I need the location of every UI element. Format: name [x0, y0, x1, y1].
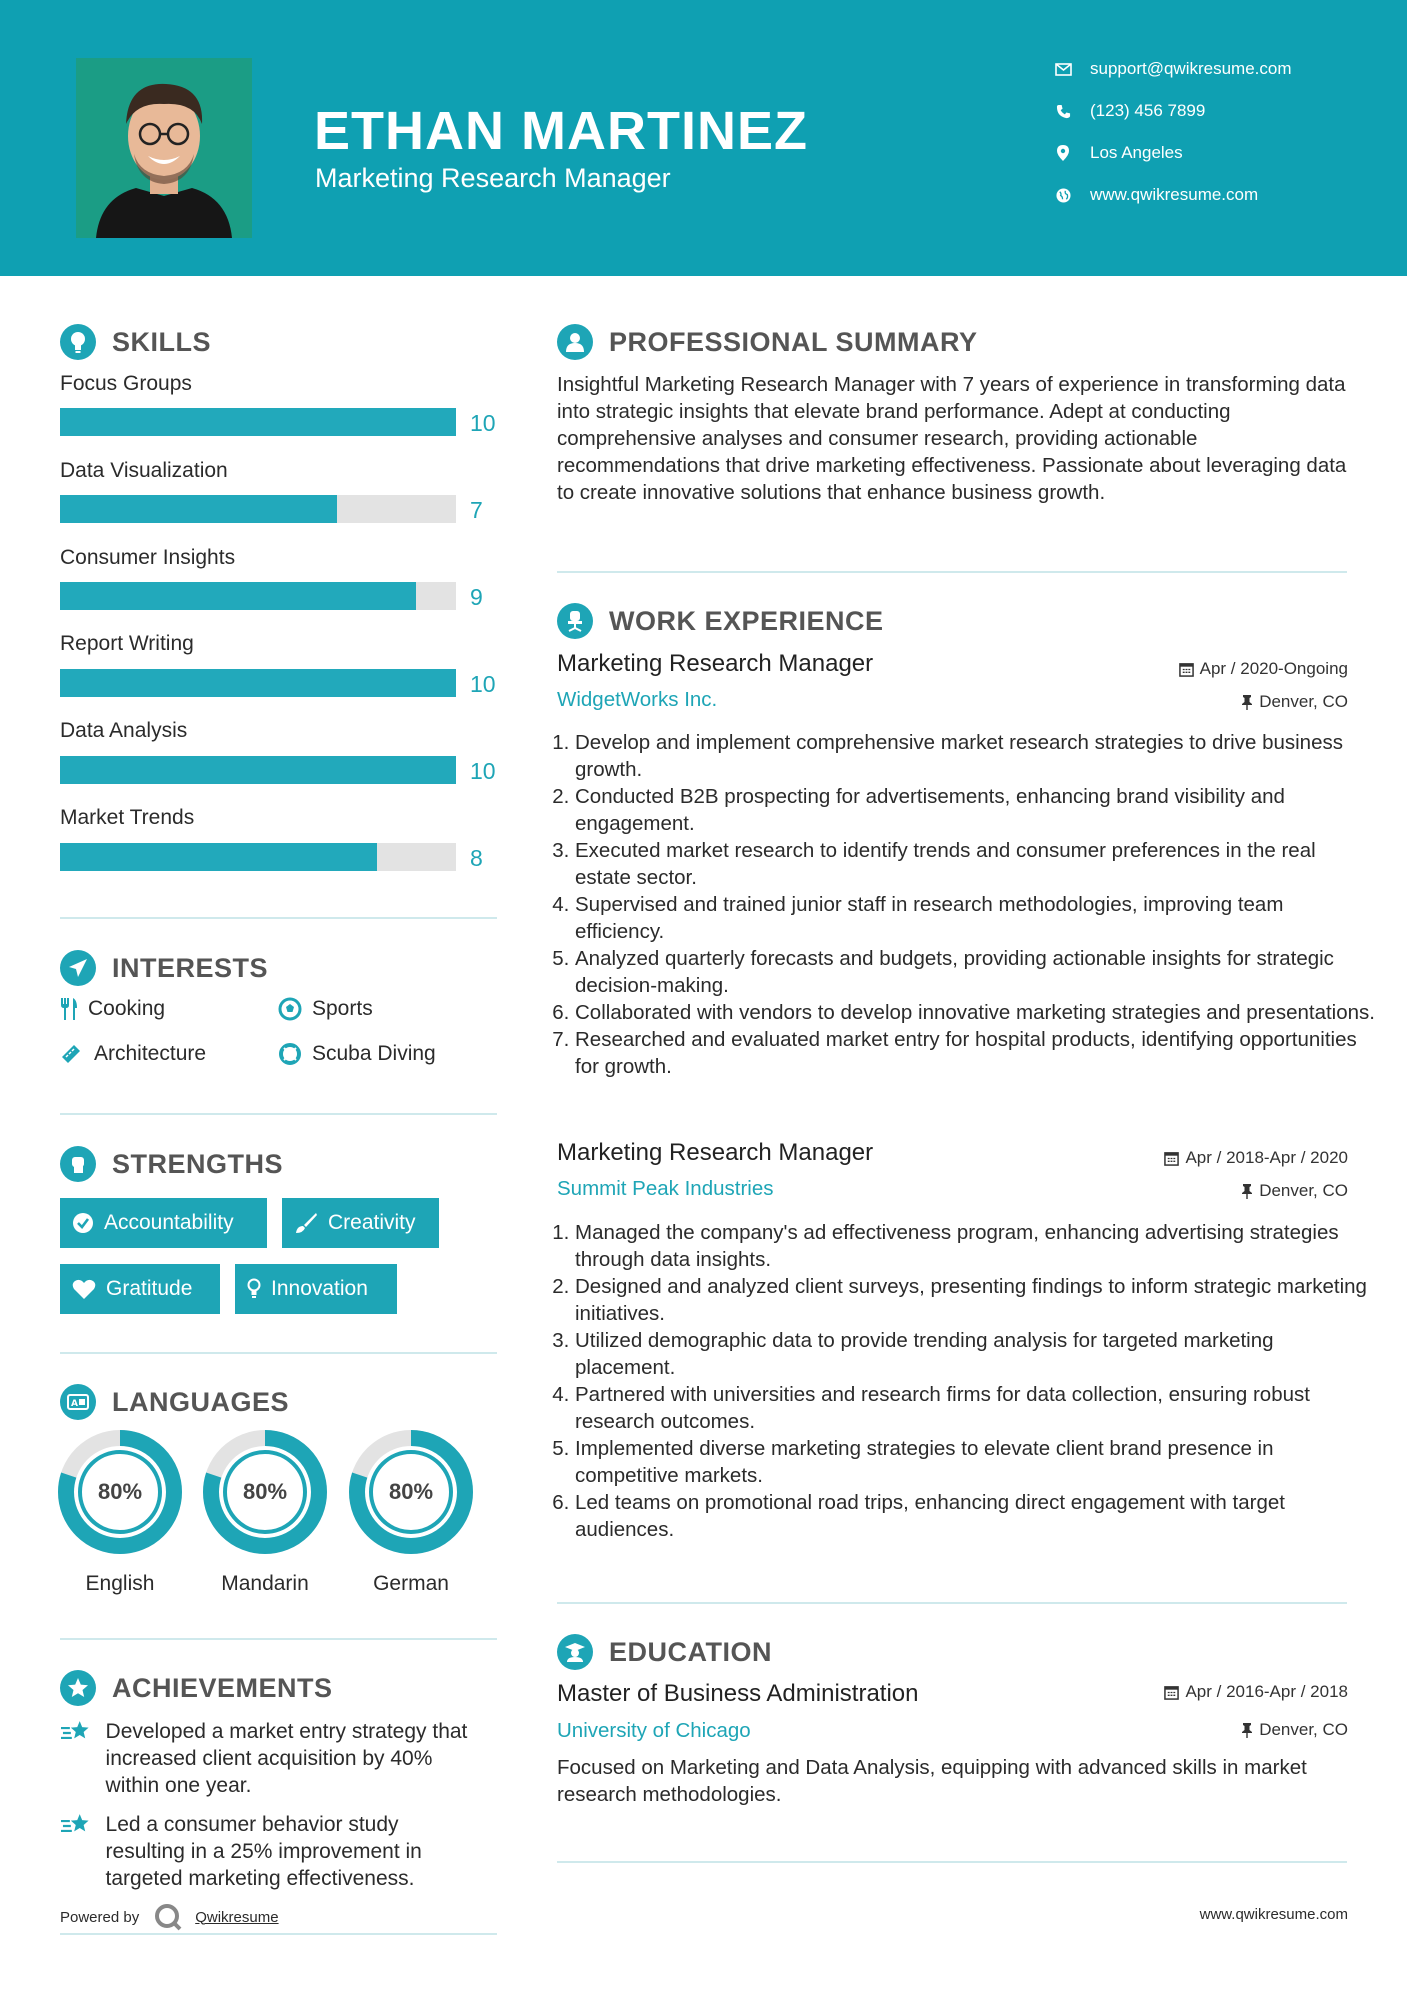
contact-location: Los Angeles — [1050, 141, 1183, 165]
pushpin-icon — [1241, 1722, 1253, 1738]
language-card-icon — [60, 1384, 96, 1420]
duty-item: 1. Develop and implement comprehensive market research strategies to drive business growth. — [575, 729, 1375, 783]
skill-bar-fill — [60, 756, 456, 784]
duty-item: 2. Conducted B2B prospecting for advertisements, enhancing brand visibility and engagement. — [575, 783, 1375, 837]
shooting-star-icon — [60, 1811, 92, 1839]
lightbulb-icon — [60, 324, 96, 360]
phone-icon — [1050, 104, 1076, 119]
summary-text: Insightful Marketing Research Manager with 7 years of experience in transforming data into strategic insights that elevate brand performance. Adept at conducting comprehensive analyses and consumer research, providing actionable recommendations that drive marketing effectiveness. Passionate about leveraging data to create innovative solutions that enhance business growth. — [557, 373, 1347, 504]
skill-label: Report Writing — [60, 632, 194, 655]
duty-item: 4. Supervised and trained junior staff in research methodologies, improving team efficiency. — [575, 891, 1375, 945]
duty-item: 4. Partnered with universities and research firms for data collection, ensuring robust research outcomes. — [575, 1381, 1375, 1435]
skill-score: 10 — [470, 671, 496, 697]
section-divider — [60, 1113, 497, 1115]
language-item — [349, 1430, 473, 1596]
duty-item: 3. Utilized demographic data to provide trending analysis for targeted marketing placement. — [575, 1327, 1375, 1381]
skill-bar — [60, 756, 456, 784]
achievement-item: Led a consumer behavior study resulting in a 25% improvement in targeted marketing effectiveness. — [60, 1811, 480, 1892]
company-name: Summit Peak Industries — [557, 1177, 774, 1200]
interest-item: Scuba Diving — [278, 1042, 436, 1066]
skill-bar — [60, 495, 456, 523]
footer-website[interactable]: www.qwikresume.com — [1199, 1906, 1348, 1923]
duty-item: 2. Designed and analyzed client surveys, presenting findings to inform strategic marketing initiatives. — [575, 1273, 1375, 1327]
graduate-icon — [557, 1634, 593, 1670]
company-name: WidgetWorks Inc. — [557, 688, 718, 711]
skill-label: Data Visualization — [60, 459, 228, 482]
duty-item: 6. Collaborated with vendors to develop innovative marketing strategies and presentations. — [575, 999, 1375, 1026]
resume-header — [0, 0, 1407, 276]
achievements-heading: ACHIEVEMENTS — [60, 1670, 333, 1706]
interests-heading: INTERESTS — [60, 950, 268, 986]
job-duties — [557, 729, 1375, 1080]
degree-title: Master of Business Administration — [557, 1680, 919, 1707]
job-duties — [557, 1219, 1375, 1543]
globe-icon — [1050, 188, 1076, 203]
language-item — [203, 1430, 327, 1596]
paper-plane-icon — [60, 950, 96, 986]
language-level: 80% — [388, 1479, 434, 1504]
job-title: Marketing Research Manager — [557, 650, 874, 677]
contact-email[interactable]: support@qwikresume.com — [1050, 57, 1292, 81]
lightbulb-outline-icon — [247, 1278, 261, 1300]
skills-heading: SKILLS — [60, 324, 211, 360]
education-heading: EDUCATION — [557, 1634, 772, 1670]
qwikresume-logo-icon — [153, 1902, 183, 1932]
skill-score: 9 — [470, 584, 483, 610]
shooting-star-icon — [60, 1718, 92, 1746]
interest-item: Architecture — [60, 1042, 206, 1066]
experience-heading: WORK EXPERIENCE — [557, 603, 884, 639]
paintbrush-icon — [294, 1212, 318, 1234]
skill-score: 8 — [470, 845, 483, 871]
language-level: 80% — [97, 1479, 143, 1504]
strength-chip: Accountability — [60, 1198, 267, 1248]
languages-heading: A LANGUAGES — [60, 1384, 289, 1420]
language-item — [58, 1430, 182, 1596]
language-name: English — [85, 1572, 155, 1595]
duty-item: 7. Researched and evaluated market entry for hospital products, identifying opportunities for growth. — [575, 1026, 1375, 1080]
summary-heading: PROFESSIONAL SUMMARY — [557, 324, 978, 360]
skill-bar-fill — [60, 408, 456, 436]
skill-score: 10 — [470, 758, 496, 784]
skill-bar-fill — [60, 669, 456, 697]
skill-bar-fill — [60, 582, 416, 610]
raised-fist-icon — [60, 1146, 96, 1182]
language-name: Mandarin — [221, 1572, 309, 1595]
skill-bar-fill — [60, 843, 377, 871]
strengths-heading: STRENGTHS — [60, 1146, 283, 1182]
soccer-ball-icon — [278, 997, 302, 1021]
duty-item: 5. Analyzed quarterly forecasts and budgets, providing actionable insights for strategic decision-making. — [575, 945, 1375, 999]
interest-item: Cooking — [60, 997, 165, 1021]
pushpin-icon — [1241, 694, 1253, 710]
powered-by: Powered by Qwikresume — [60, 1902, 279, 1932]
education-dates: Apr / 2016-Apr / 2018 — [1164, 1682, 1348, 1702]
user-icon — [557, 324, 593, 360]
section-divider — [60, 917, 497, 919]
language-level: 80% — [242, 1479, 288, 1504]
job-dates: Apr / 2020-Ongoing — [1179, 659, 1348, 679]
section-divider — [557, 1861, 1347, 1863]
skill-label: Data Analysis — [60, 719, 188, 742]
skill-bar — [60, 843, 456, 871]
section-divider — [60, 1933, 497, 1935]
section-divider — [557, 571, 1347, 573]
skill-score: 10 — [470, 410, 496, 436]
language-name: German — [373, 1572, 449, 1595]
skill-bar — [60, 408, 456, 436]
check-circle-icon — [72, 1212, 94, 1234]
job-title: Marketing Research Manager — [557, 1139, 874, 1166]
duty-item: 6. Led teams on promotional road trips, enhancing direct engagement with target audiences. — [575, 1489, 1375, 1543]
star-badge-icon — [60, 1670, 96, 1706]
section-divider — [557, 1602, 1347, 1604]
life-ring-icon — [278, 1042, 302, 1066]
candidate-title: Marketing Research Manager — [315, 163, 671, 193]
map-pin-icon — [1050, 145, 1076, 161]
pushpin-icon — [1241, 1183, 1253, 1199]
duty-item: 1. Managed the company's ad effectiveness program, enhancing advertising strategies through data insights. — [575, 1219, 1375, 1273]
skill-label: Market Trends — [60, 806, 195, 829]
candidate-name: ETHAN MARTINEZ — [314, 101, 808, 161]
duty-item: 5. Implemented diverse marketing strategies to elevate client brand presence in competitive markets. — [575, 1435, 1375, 1489]
calendar-icon — [1164, 1151, 1179, 1166]
job-location: Denver, CO — [1241, 1181, 1348, 1201]
skill-bar-fill — [60, 495, 337, 523]
envelope-icon — [1050, 63, 1076, 76]
skill-bar — [60, 582, 456, 610]
interest-item: Sports — [278, 997, 373, 1021]
contact-phone[interactable]: (123) 456 7899 — [1050, 99, 1205, 123]
strength-chip: Gratitude — [60, 1264, 220, 1314]
qwikresume-link[interactable]: Qwikresume — [195, 1908, 279, 1926]
svg-text:A: A — [71, 1399, 78, 1409]
skill-label: Focus Groups — [60, 372, 192, 395]
profile-photo — [76, 58, 252, 238]
strength-chip: Creativity — [282, 1198, 439, 1248]
strength-chip: Innovation — [235, 1264, 397, 1314]
skill-bar — [60, 669, 456, 697]
job-dates: Apr / 2018-Apr / 2020 — [1164, 1148, 1348, 1168]
achievement-item: Developed a market entry strategy that increased client acquisition by 40% within one year. — [60, 1718, 480, 1799]
education-location: Denver, CO — [1241, 1720, 1348, 1740]
office-chair-icon — [557, 603, 593, 639]
section-divider — [60, 1352, 497, 1354]
heart-icon — [72, 1278, 96, 1300]
skill-label: Consumer Insights — [60, 546, 236, 569]
job-location: Denver, CO — [1241, 692, 1348, 712]
calendar-icon — [1179, 662, 1194, 677]
skill-score: 7 — [470, 497, 483, 523]
calendar-icon — [1164, 1685, 1179, 1700]
contact-website[interactable]: www.qwikresume.com — [1050, 183, 1258, 207]
school-name: University of Chicago — [557, 1719, 751, 1742]
section-divider — [60, 1638, 497, 1640]
ruler-pencil-icon — [60, 1043, 84, 1065]
education-description: Focused on Marketing and Data Analysis, equipping with advanced skills in market research methodologies. — [557, 1756, 1307, 1806]
utensils-icon — [60, 998, 78, 1020]
duty-item: 3. Executed market research to identify trends and consumer preferences in the real estate sector. — [575, 837, 1375, 891]
